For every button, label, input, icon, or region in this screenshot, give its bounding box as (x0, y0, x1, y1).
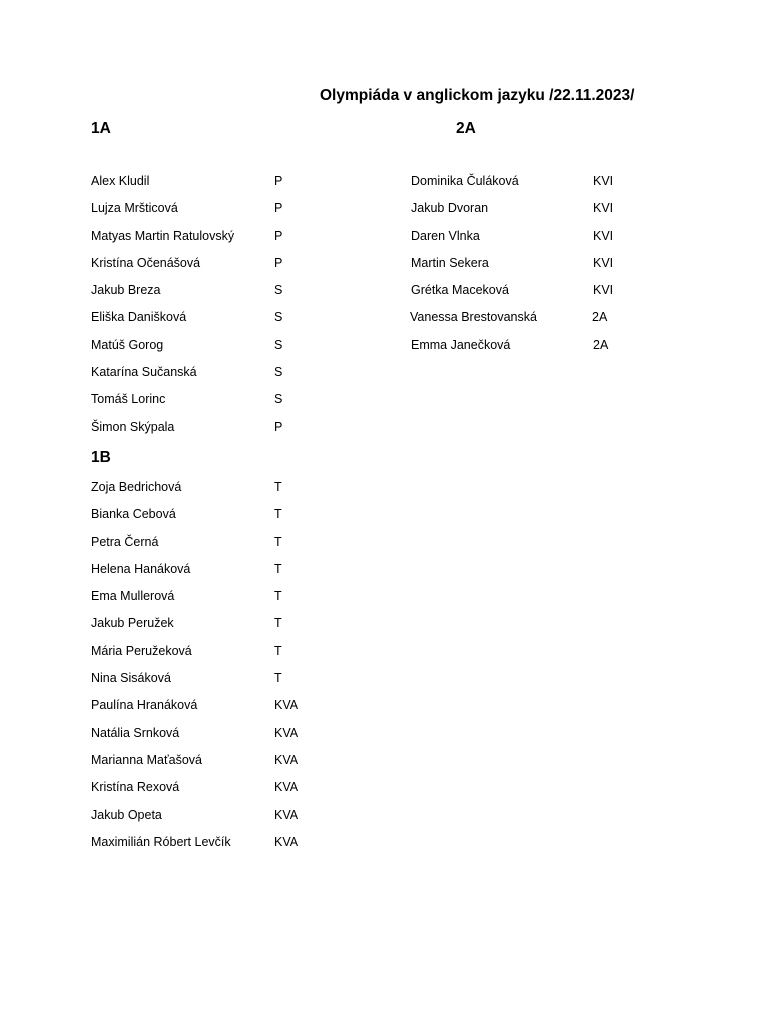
student-row (411, 229, 671, 256)
student-name: Vanessa Brestovanská (410, 310, 537, 325)
student-code: T (274, 507, 282, 522)
student-row (411, 201, 671, 228)
student-code: P (274, 255, 283, 270)
student-name: Lujza Mršticová (91, 201, 178, 216)
student-code: P (274, 228, 283, 243)
student-row (91, 753, 351, 780)
student-code: S (274, 337, 283, 352)
student-row (411, 310, 671, 337)
student-name: Helena Hanáková (91, 561, 191, 576)
student-code: P (274, 419, 283, 434)
student-code: KVA (274, 698, 299, 713)
student-row (91, 392, 351, 419)
student-code: T (274, 643, 282, 658)
student-code: KVA (274, 780, 299, 795)
student-name: Emma Janečková (411, 337, 511, 352)
student-row (91, 562, 351, 589)
student-row (91, 616, 351, 643)
student-name: Katarína Sučanská (91, 365, 197, 380)
student-name: Eliška Danišková (91, 310, 187, 325)
student-name: Grétka Maceková (411, 283, 509, 298)
student-row (91, 283, 351, 310)
student-code: KVI (593, 283, 614, 298)
student-row (411, 256, 671, 283)
student-code: T (274, 671, 282, 686)
student-row (91, 174, 351, 201)
student-row (91, 256, 351, 283)
student-name: Daren Vlnka (411, 228, 480, 243)
student-name: Marianna Maťašová (91, 752, 202, 767)
page-title: Olympiáda v anglickom jazyku /22.11.2023/ (320, 87, 635, 104)
student-code: 2A (592, 310, 608, 325)
student-row (91, 535, 351, 562)
heading-class-2a: 2A (456, 120, 476, 137)
student-code: KVA (274, 834, 299, 849)
student-code: 2A (593, 337, 609, 352)
student-name: Jakub Peružek (91, 616, 174, 631)
student-name: Tomáš Lorinc (91, 392, 166, 407)
student-name: Natália Srnková (91, 725, 180, 740)
student-row (91, 338, 351, 365)
student-row (411, 338, 671, 365)
student-code: S (274, 392, 283, 407)
student-name: Šimon Skýpala (91, 419, 175, 434)
student-name: Matúš Gorog (91, 337, 164, 352)
student-row (91, 780, 351, 807)
student-code: S (274, 283, 283, 298)
student-row (91, 589, 351, 616)
heading-class-1b: 1B (91, 449, 111, 466)
student-name: Kristína Rexová (91, 780, 180, 795)
student-code: P (274, 174, 283, 188)
student-row (411, 174, 671, 201)
student-name: Ema Mullerová (91, 589, 175, 604)
student-name: Nina Sisáková (91, 671, 171, 686)
student-code: KVA (274, 752, 299, 767)
student-name: Mária Peružeková (91, 643, 192, 658)
student-list-class-2a (411, 174, 671, 365)
student-code: T (274, 616, 282, 631)
student-row (91, 229, 351, 256)
student-row (91, 201, 351, 228)
student-name: Maximilián Róbert Levčík (91, 834, 231, 849)
student-row (91, 365, 351, 392)
student-name: Zoja Bedrichová (91, 480, 182, 494)
student-code: KVI (593, 201, 614, 216)
student-code: KVI (593, 228, 614, 243)
student-row (91, 310, 351, 337)
student-row (91, 671, 351, 698)
student-code: KVA (274, 725, 299, 740)
student-row (91, 835, 351, 862)
student-name: Jakub Breza (91, 283, 161, 298)
student-row (91, 420, 351, 447)
student-code: P (274, 201, 283, 216)
student-name: Alex Kludil (91, 174, 150, 188)
student-code: T (274, 534, 282, 549)
student-list-class-1b (91, 480, 351, 862)
student-name: Jakub Dvoran (411, 201, 489, 216)
student-name: Kristína Očenášová (91, 255, 201, 270)
student-row (411, 283, 671, 310)
student-code: KVA (274, 807, 299, 822)
student-name: Petra Černá (91, 534, 159, 549)
student-code: T (274, 480, 282, 494)
student-name: Bianka Cebová (91, 507, 176, 522)
student-code: T (274, 561, 282, 576)
student-row (91, 644, 351, 671)
student-name: Matyas Martin Ratulovský (91, 228, 235, 243)
student-code: S (274, 310, 283, 325)
student-row (91, 507, 351, 534)
student-code: KVI (593, 174, 614, 188)
student-row (91, 808, 351, 835)
student-code: T (274, 589, 282, 604)
student-row (91, 480, 351, 507)
student-row (91, 698, 351, 725)
student-name: Martin Sekera (411, 255, 489, 270)
student-name: Jakub Opeta (91, 807, 162, 822)
student-code: KVI (593, 255, 614, 270)
student-name: Paulína Hranáková (91, 698, 198, 713)
student-name: Dominika Čuláková (411, 174, 519, 188)
student-list-class-1a (91, 174, 351, 447)
heading-class-1a: 1A (91, 120, 111, 137)
student-row (91, 726, 351, 753)
student-code: S (274, 365, 283, 380)
